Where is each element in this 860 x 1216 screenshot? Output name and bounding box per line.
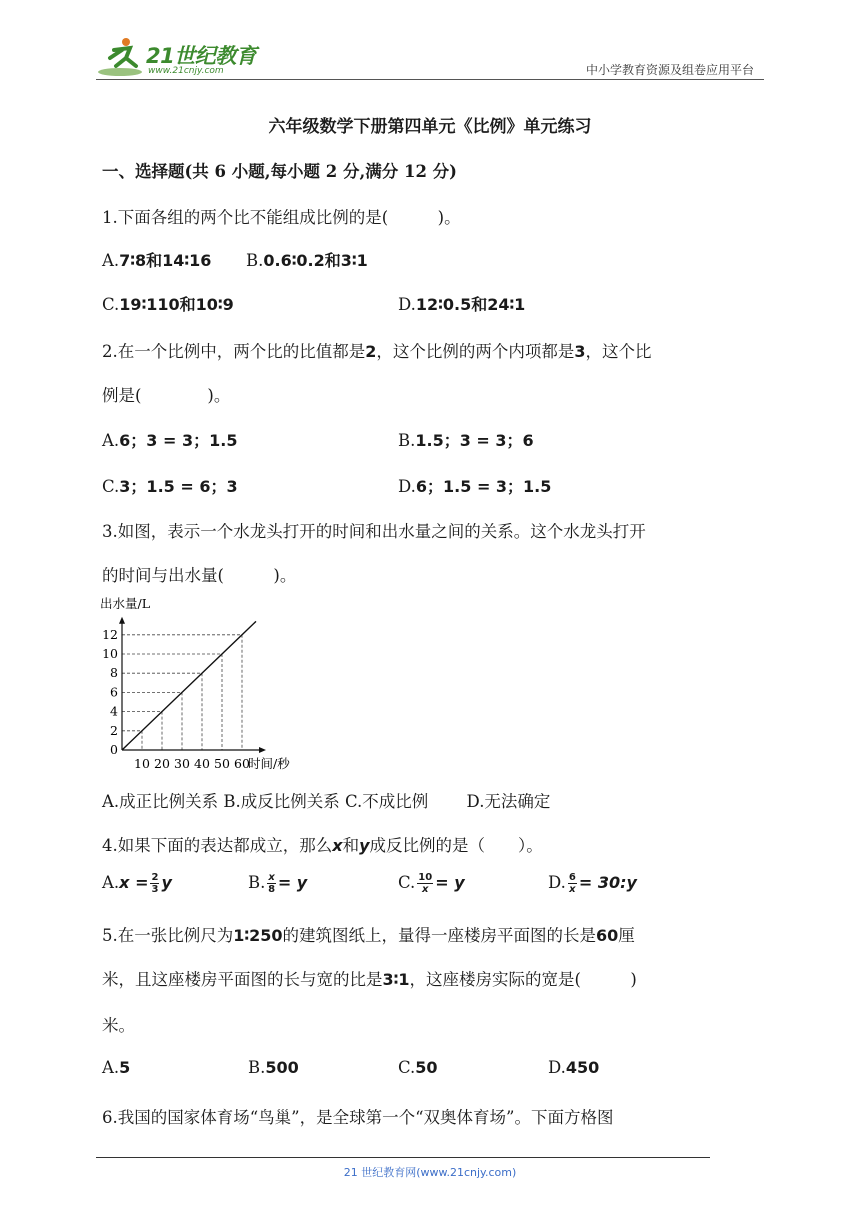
- question-2-stem-line1: 2.在一个比例中，两个比的比值都是2，这个比例的两个内项都是3，这个比: [102, 342, 652, 361]
- fraction: $\frac{10}{x}$: [418, 872, 433, 895]
- section-heading: 一、选择题(共 6 小题,每小题 2 分,满分 12 分): [102, 162, 457, 181]
- q5-option-a: A.5: [102, 1058, 131, 1077]
- question-2-stem-line2: 例是( )。: [102, 386, 231, 405]
- page-title: 六年级数学下册第四单元《比例》单元练习: [268, 117, 592, 137]
- logo-url: www.21cnjy.com: [148, 66, 224, 76]
- x-axis-label: 时间/秒: [248, 756, 290, 771]
- q5-option-c: C.50: [398, 1058, 438, 1077]
- q2-option-a: A.6；3 = 3；1.5: [102, 431, 238, 450]
- fraction: $\frac{6}{x}$: [568, 872, 576, 895]
- x-axis-arrow: [259, 747, 266, 753]
- y-tick-label: 0: [110, 742, 118, 757]
- header-divider: [96, 79, 764, 80]
- question-5-stem-line1: 5.在一张比例尺为1∶250的建筑图纸上，量得一座楼房平面图的长是60厘: [102, 926, 635, 945]
- y-tick-label: 6: [110, 684, 118, 700]
- logo-text: 21世纪教育: [146, 44, 257, 68]
- y-tick-label: 4: [110, 703, 118, 719]
- q4-option-a: A.x = $\frac{2}{3}$ y: [102, 872, 172, 895]
- x-tick-label: 60: [234, 756, 250, 771]
- question-4-stem: 4.如果下面的表达都成立，那么x和y成反比例的是（ ）。: [102, 836, 543, 855]
- x-tick-label: 10: [134, 756, 150, 771]
- footer-text: 21 世纪教育网(www.21cnjy.com): [343, 1166, 517, 1179]
- x-tick-label: 20: [154, 756, 170, 771]
- q2-option-d: D.6；1.5 = 3；1.5: [398, 477, 552, 496]
- q3-options: A.成正比例关系 B.成反比例关系 C.不成比例 D.无法确定: [102, 792, 551, 811]
- y-tick-label: 12: [102, 626, 118, 642]
- footer-divider: [96, 1157, 710, 1158]
- y-axis-label: 出水量/L: [100, 596, 151, 611]
- series-line: [122, 621, 256, 750]
- x-tick-label: 30: [174, 756, 190, 771]
- x-tick-label: 40: [194, 756, 210, 771]
- question-1-stem: 1.下面各组的两个比不能组成比例的是( )。: [102, 208, 461, 227]
- fraction: $\frac{x}{8}$: [268, 872, 276, 895]
- question-3-stem-line2: 的时间与出水量( )。: [102, 566, 297, 585]
- question-3-stem-line1: 3.如图，表示一个水龙头打开的时间和出水量之间的关系。这个水龙头打开: [102, 522, 646, 541]
- question-5-stem-line2: 米，且这座楼房平面图的长与宽的比是3∶1，这座楼房实际的宽是( ): [102, 970, 637, 989]
- x-tick-label: 50: [214, 756, 230, 771]
- q1-option-c: C.19∶110和10∶9: [102, 295, 234, 314]
- q4-option-d: D. $\frac{6}{x}$ = 30:y: [548, 872, 637, 895]
- question-5-stem-line3: 米。: [102, 1016, 135, 1035]
- q4-option-b: B. $\frac{x}{8}$ = y: [248, 872, 308, 895]
- q5-option-d: D.450: [548, 1058, 600, 1077]
- header-platform-label: 中小学教育资源及组卷应用平台: [585, 63, 754, 77]
- y-tick-label: 8: [110, 665, 118, 681]
- y-tick-label: 10: [102, 646, 118, 661]
- fraction: $\frac{2}{3}$: [151, 872, 159, 895]
- water-flow-graph: [100, 596, 290, 776]
- y-tick-label: 2: [110, 722, 118, 738]
- q1-option-d: D.12∶0.5和24∶1: [398, 295, 526, 314]
- y-axis-arrow: [119, 617, 125, 624]
- q5-option-b: B.500: [248, 1058, 299, 1077]
- q1-option-a: A.7∶8和14∶16: [102, 251, 212, 270]
- q2-option-c: C.3；1.5 = 6；3: [102, 477, 238, 496]
- q4-option-c: C. $\frac{10}{x}$ = y: [398, 872, 465, 895]
- q2-option-b: B.1.5；3 = 3；6: [398, 431, 534, 450]
- q1-option-b: B.0.6∶0.2和3∶1: [246, 251, 368, 270]
- question-6-stem-line1: 6.我国的国家体育场“鸟巢”，是全球第一个“双奥体育场”。下面方格图: [102, 1108, 614, 1127]
